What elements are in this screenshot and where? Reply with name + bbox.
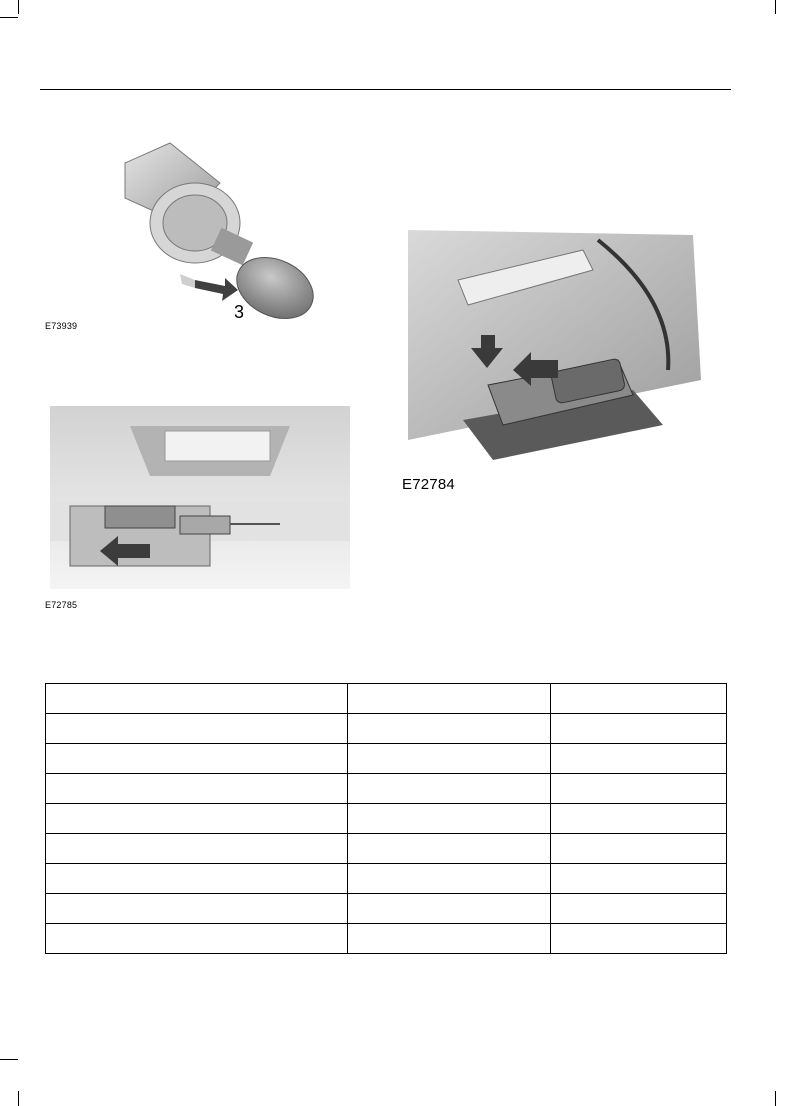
table-row (46, 744, 727, 774)
figure-code: E72784 (402, 476, 455, 493)
table-row (46, 804, 727, 834)
table-cell (348, 774, 551, 804)
table-cell (348, 804, 551, 834)
table-cell (348, 834, 551, 864)
table-cell (551, 684, 727, 714)
table-row (46, 834, 727, 864)
bulb-holder-illustration (110, 138, 320, 323)
table-cell (551, 834, 727, 864)
crop-mark (18, 1091, 19, 1106)
table-row (46, 774, 727, 804)
table-cell (551, 744, 727, 774)
table-cell (348, 714, 551, 744)
table-row (46, 684, 727, 714)
header-rule (40, 89, 731, 90)
table-cell (551, 894, 727, 924)
table-cell (348, 924, 551, 954)
table-cell (348, 864, 551, 894)
table-cell (46, 834, 348, 864)
table-cell (551, 924, 727, 954)
lamp-removal-illustration (50, 406, 350, 589)
crop-mark (775, 1091, 776, 1106)
table-row (46, 894, 727, 924)
table-cell (46, 804, 348, 834)
crop-mark (0, 1059, 18, 1060)
specification-table (45, 683, 727, 954)
table-cell (46, 744, 348, 774)
crop-mark (18, 0, 19, 14)
table-cell (551, 774, 727, 804)
table-cell (551, 804, 727, 834)
figure-code: E72785 (45, 600, 78, 610)
table-cell (46, 924, 348, 954)
table-cell (348, 684, 551, 714)
table-cell (46, 864, 348, 894)
crop-mark (0, 17, 18, 18)
table-cell (551, 864, 727, 894)
callout-number: 3 (234, 302, 245, 322)
table-cell (348, 744, 551, 774)
table-row (46, 924, 727, 954)
table-row (46, 714, 727, 744)
table-cell (46, 774, 348, 804)
table-cell (46, 714, 348, 744)
table-cell (551, 714, 727, 744)
figure-code: E73939 (45, 321, 78, 331)
table-row (46, 864, 727, 894)
table-cell (348, 894, 551, 924)
table-cell (46, 684, 348, 714)
lamp-bulb-illustration (403, 230, 701, 460)
crop-mark (775, 0, 776, 14)
table-cell (46, 894, 348, 924)
